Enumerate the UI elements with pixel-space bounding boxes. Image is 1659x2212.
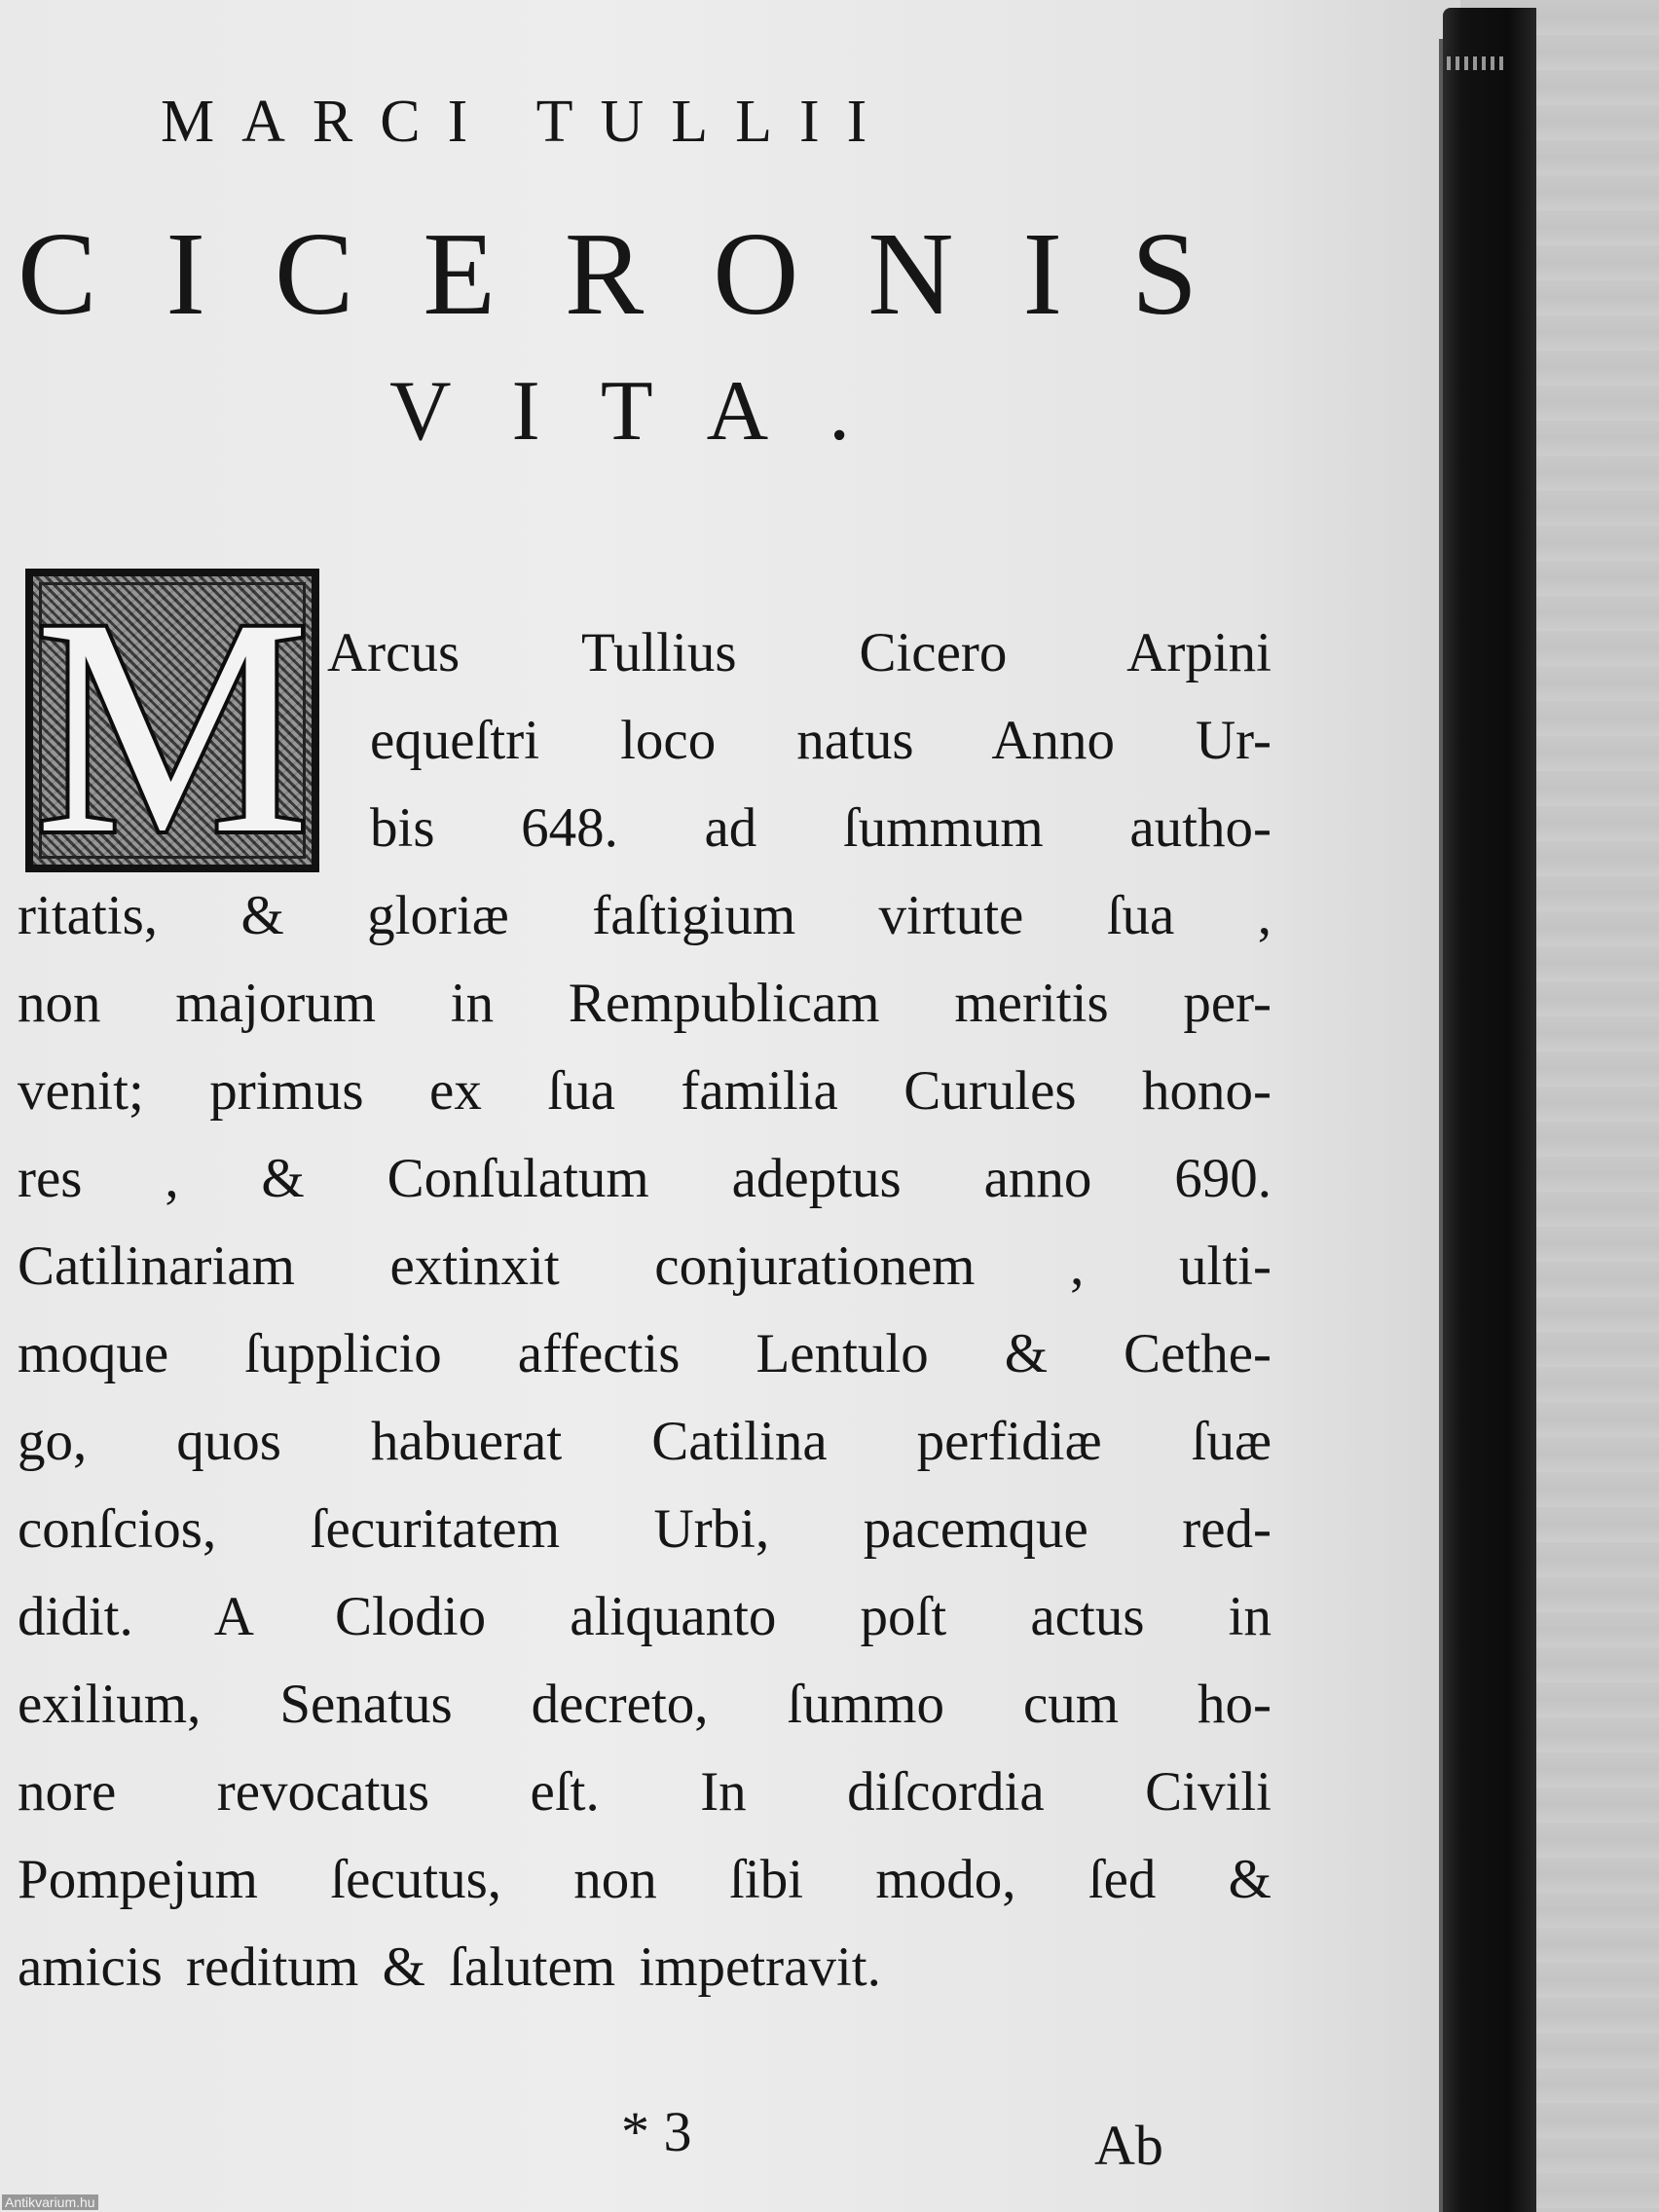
- text-line: Arcus Tullius Cicero Arpini: [327, 622, 1272, 683]
- text-line: ritatis, & gloriæ faſtigium virtute ſua ,: [18, 885, 1272, 946]
- text-line: nore revocatus eſt. In diſcordia Civili: [18, 1761, 1272, 1823]
- text-line: didit. A Clodio aliquanto poſt actus in: [18, 1586, 1272, 1647]
- text-line: moque ſupplicio affectis Lentulo & Cethe-: [18, 1323, 1272, 1384]
- spine-stitching: [1447, 56, 1505, 70]
- text-line: amicis reditum & ſalutem impetravit.: [18, 1936, 881, 1998]
- woodcut-initial: [25, 569, 319, 872]
- signature-mark: * 3: [621, 2100, 692, 2163]
- text-line: conſcios, ſecuritatem Urbi, pacemque red-: [18, 1498, 1272, 1560]
- book-spine: [1443, 8, 1536, 2212]
- text-line: non majorum in Rempublicam meritis per-: [18, 973, 1272, 1034]
- title-line-3: VITA.: [389, 364, 911, 459]
- text-line: equeſtri loco natus Anno Ur-: [370, 710, 1272, 771]
- text-line: venit; primus ex ſua familia Curules hono-: [18, 1060, 1272, 1122]
- text-line: Catilinariam extinxit conjurationem , ulti-: [18, 1235, 1272, 1297]
- text-line: exilium, Senatus decreto, ſummo cum ho-: [18, 1674, 1272, 1735]
- title-line-2: CICERONIS: [18, 208, 1267, 340]
- text-line: go, quos habuerat Catilina perfidiæ ſuæ: [18, 1411, 1272, 1472]
- text-line: Pompejum ſecutus, non ſibi modo, ſed &: [18, 1849, 1272, 1910]
- title-line-1: MARCI TULLII: [161, 89, 895, 155]
- watermark: Antikvarium.hu: [2, 2194, 98, 2210]
- text-line: bis 648. ad ſummum autho-: [370, 797, 1272, 859]
- catchword: Ab: [1094, 2114, 1163, 2177]
- initial-letter: M: [34, 569, 311, 872]
- text-line: res , & Conſulatum adeptus anno 690.: [18, 1148, 1272, 1209]
